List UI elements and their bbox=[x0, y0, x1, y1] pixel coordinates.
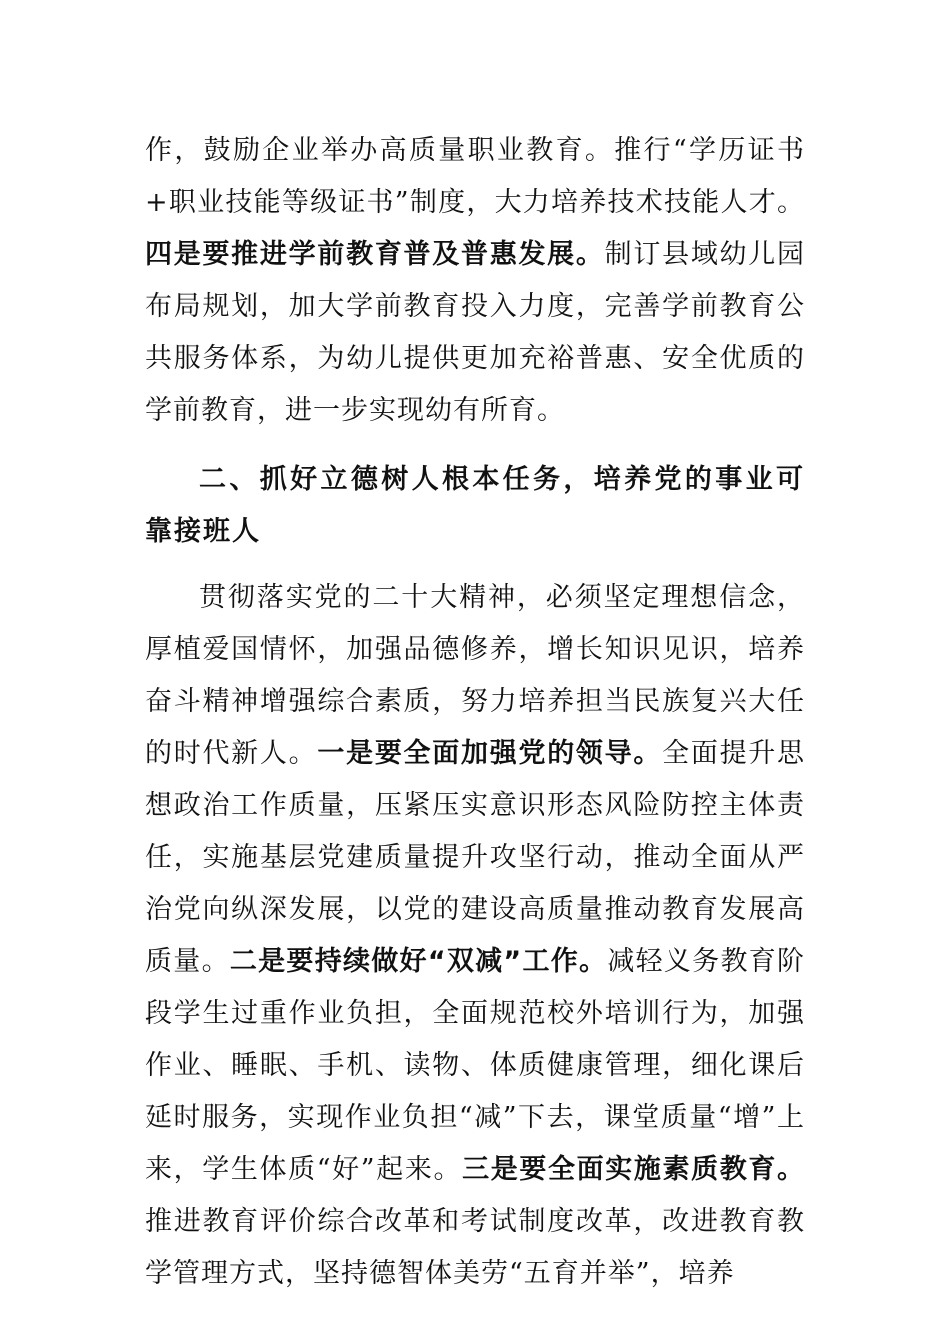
bold-point-three: 三是要全面实施素质教育。 bbox=[462, 1154, 806, 1185]
bold-point-two: 二是要持续做好“双减”工作。 bbox=[229, 946, 608, 977]
paragraph-text: 全面提升思想政治工作质量，压紧压实意识形态风险防控主体责任，实施基层党建质量提升攻坚行动，推动全面从严治党向纵深发展，以党的建设高质量推动教育发展高质量。 bbox=[145, 738, 806, 977]
bold-point-four: 四是要推进学前教育普及普惠发展。 bbox=[145, 239, 605, 270]
paragraph-text: 作，鼓励企业举办高质量职业教育。推行“学历证书+职业技能等级证书”制度，大力培养技术技能人才。 bbox=[145, 135, 805, 218]
document-page bbox=[145, 125, 805, 1300]
paragraph-vocational-preschool bbox=[145, 125, 805, 437]
bold-point-one: 一是要全面加强党的领导。 bbox=[317, 738, 663, 769]
paragraph-text: 减轻义务教育阶段学生过重作业负担，全面规范校外培训行为，加强作业、睡眠、手机、读物、体质健康管理，细化课后延时服务，实现作业负担“减”下去，课堂质量“增”上来，学生体质“好”起来。 bbox=[145, 946, 806, 1185]
section-heading-two: 二、抓好立德树人根本任务，培养党的事业可靠接班人 bbox=[145, 464, 805, 547]
paragraph-text: 制订县域幼儿园布局规划，加大学前教育投入力度，完善学前教育公共服务体系，为幼儿提供更加充裕普惠、安全优质的学前教育，进一步实现幼有所育。 bbox=[145, 239, 806, 426]
paragraph-text: 贯彻落实党的二十大精神，必须坚定理想信念，厚植爱国情怀，加强品德修养，增长知识见识，培养奋斗精神增强综合素质，努力培养担当民族复兴大任的时代新人。 bbox=[145, 582, 805, 769]
paragraph-text: 推进教育评价综合改革和考试制度改革，改进教育教学管理方式，坚持德智体美劳“五育并举”，培养 bbox=[145, 1206, 805, 1289]
paragraph-moral-education bbox=[145, 572, 805, 1300]
